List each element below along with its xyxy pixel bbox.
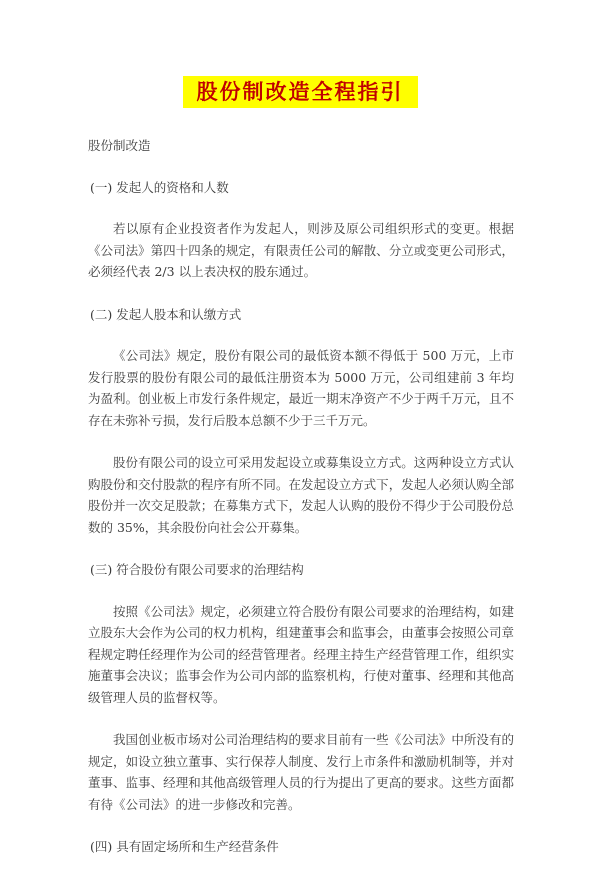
section-3-paragraph-2: 我国创业板市场对公司治理结构的要求目前有一些《公司法》中所没有的规定，如设立独立董事、实行保荐人制度、发行上市条件和激励机制等，并对董事、监事、经理和其他高级管理人员的行为提出了更高的要求。这些方面都有待《公司法》的进一步修改和完善。: [88, 732, 514, 812]
section-2-paragraph-1: 《公司法》规定，股份有限公司的最低资本额不得低于 500 万元，上市发行股票的股份有限公司的最低注册资本为 5000 万元，公司组建前 3 年均为盈利。创业板上市发行条件规定，最近一期末净资产不少于两千万元，且不存在未弥补亏损，发行后股本总额不少于三千万元。: [88, 348, 514, 428]
section-2-paragraph-2: 股份有限公司的设立可采用发起设立或募集设立方式。这两种设立方式认购股份和交付股款的程序有所不同。在发起设立方式下，发起人必须认购全部股份并一次交足股款；在募集方式下，发起人认购的股份不得少于公司股份总数的 35%，其余股份向社会公开募集。: [88, 455, 514, 535]
document-body: [88, 135, 514, 878]
title-wrap: [0, 76, 600, 108]
section-heading-4: (四) 具有固定场所和生产经营条件: [90, 839, 279, 854]
section-heading-2: (二) 发起人股本和认缴方式: [90, 306, 242, 322]
section-3-paragraph-1: 按照《公司法》规定，必须建立符合股份有限公司要求的治理结构，如建立股东大会作为公司的权力机构，组建董事会和监事会，由董事会按照公司章程规定聘任经理作为公司的经营管理者。经理主持生产经营管理工作，组织实施董事会决议；监事会作为公司内部的监察机构，行使对董事、经理和其他高级管理人员的监督权等。: [88, 603, 514, 705]
intro-label: 股份制改造: [88, 138, 151, 153]
document-title: 股份制改造全程指引: [183, 76, 418, 108]
section-1-paragraph-1: 若以原有企业投资者作为发起人，则涉及原公司组织形式的变更。根据《公司法》第四十四条的规定，有限责任公司的解散、分立或变更公司形式，必须经代表 2/3 以上表决权的股东通过。: [88, 221, 514, 279]
section-heading-1: (一) 发起人的资格和人数: [90, 179, 229, 195]
section-heading-3: (三) 符合股份有限公司要求的治理结构: [90, 562, 304, 577]
